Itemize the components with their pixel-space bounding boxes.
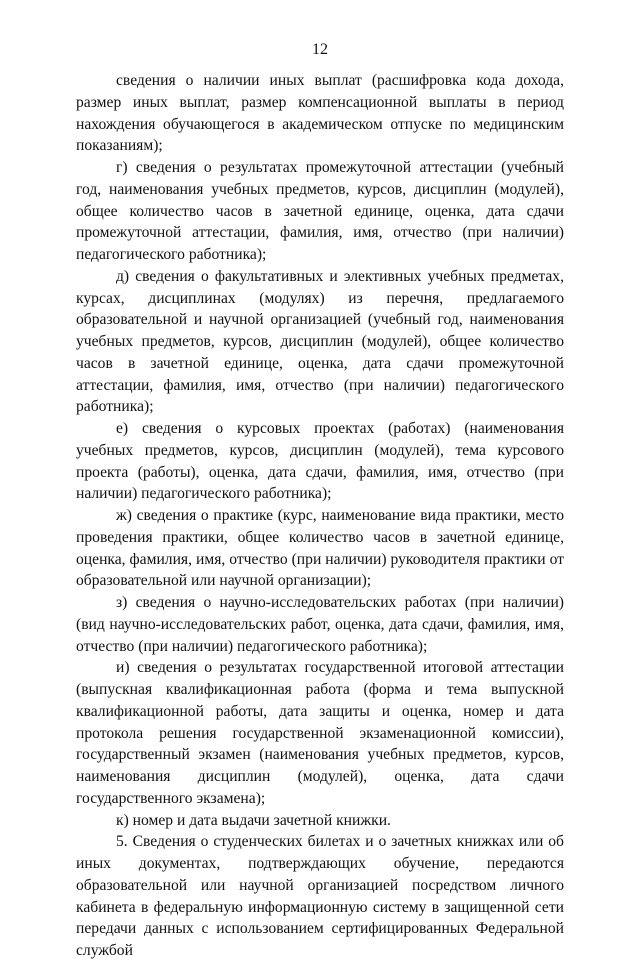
paragraph-item-i: и) сведения о результатах государственной итоговой аттестации (выпускная квалификационная работа (форма и тема выпускной квалификационной работы, дата защиты и оценка, номер и дата протокола решения государственной экзаменационной комиссии), государственный экзамен (наименования учебных предметов, курсов, наименования дисциплин (модулей), оценка, дата сдачи государственного экзамена); [76, 659, 564, 807]
paragraph-item-k: к) номер и дата выдачи зачетной книжки. [116, 811, 391, 829]
paragraph-section-5: 5. Сведения о студенческих билетах и о зачетных книжках или об иных документах, подтверждающих обучение, передаются образовательной или научной организацией посредством личного кабинета в федеральную информационную систему в защищенной сети передачи данных с использованием сертифицированных Федеральной службой [76, 833, 564, 959]
page-number: 12 [312, 41, 328, 58]
paragraph-item-e: е) сведения о курсовых проектах (работах) (наименования учебных предметов, курсов, дисциплин (модулей), тема курсового проекта (работы), оценка, дата сдачи, фамилия, имя, отчество (при наличии) педагогического работника); [76, 420, 564, 503]
paragraph-item-zh: ж) сведения о практике (курс, наименование вида практики, место проведения практики, общее количество часов в зачетной единице, оценка, фамилия, имя, отчество (при наличии) руководителя практики от образовательной или научной организации); [76, 507, 564, 590]
document-body [76, 70, 564, 962]
paragraph-item-z: з) сведения о научно-исследовательских работах (при наличии) (вид научно-исследовательских работ, оценка, дата сдачи, фамилия, имя, отчество (при наличии) педагогического работника); [76, 594, 564, 655]
paragraph-item-d: д) сведения о факультативных и элективных учебных предметах, курсах, дисциплинах (модулях) из перечня, предлагаемого образовательной и научной организацией (учебный год, наименования учебных предметов, курсов, дисциплин (модулей), общее количество часов в зачетной единице, оценка, дата сдачи промежуточной аттестации, фамилия, имя, отчество (при наличии) педагогического работника); [76, 267, 564, 416]
paragraph-item-g: г) сведения о результатах промежуточной аттестации (учебный год, наименования учебных предметов, курсов, дисциплин (модулей), общее количество часов в зачетной единице, оценка, дата сдачи промежуточной аттестации, фамилия, имя, отчество (при наличии) педагогического работника); [76, 159, 564, 263]
paragraph-other-payments: сведения о наличии иных выплат (расшифровка кода дохода, размер иных выплат, размер компенсационной выплаты в период нахождения обучающегося в академическом отпуске по медицинским показаниям); [76, 72, 564, 155]
